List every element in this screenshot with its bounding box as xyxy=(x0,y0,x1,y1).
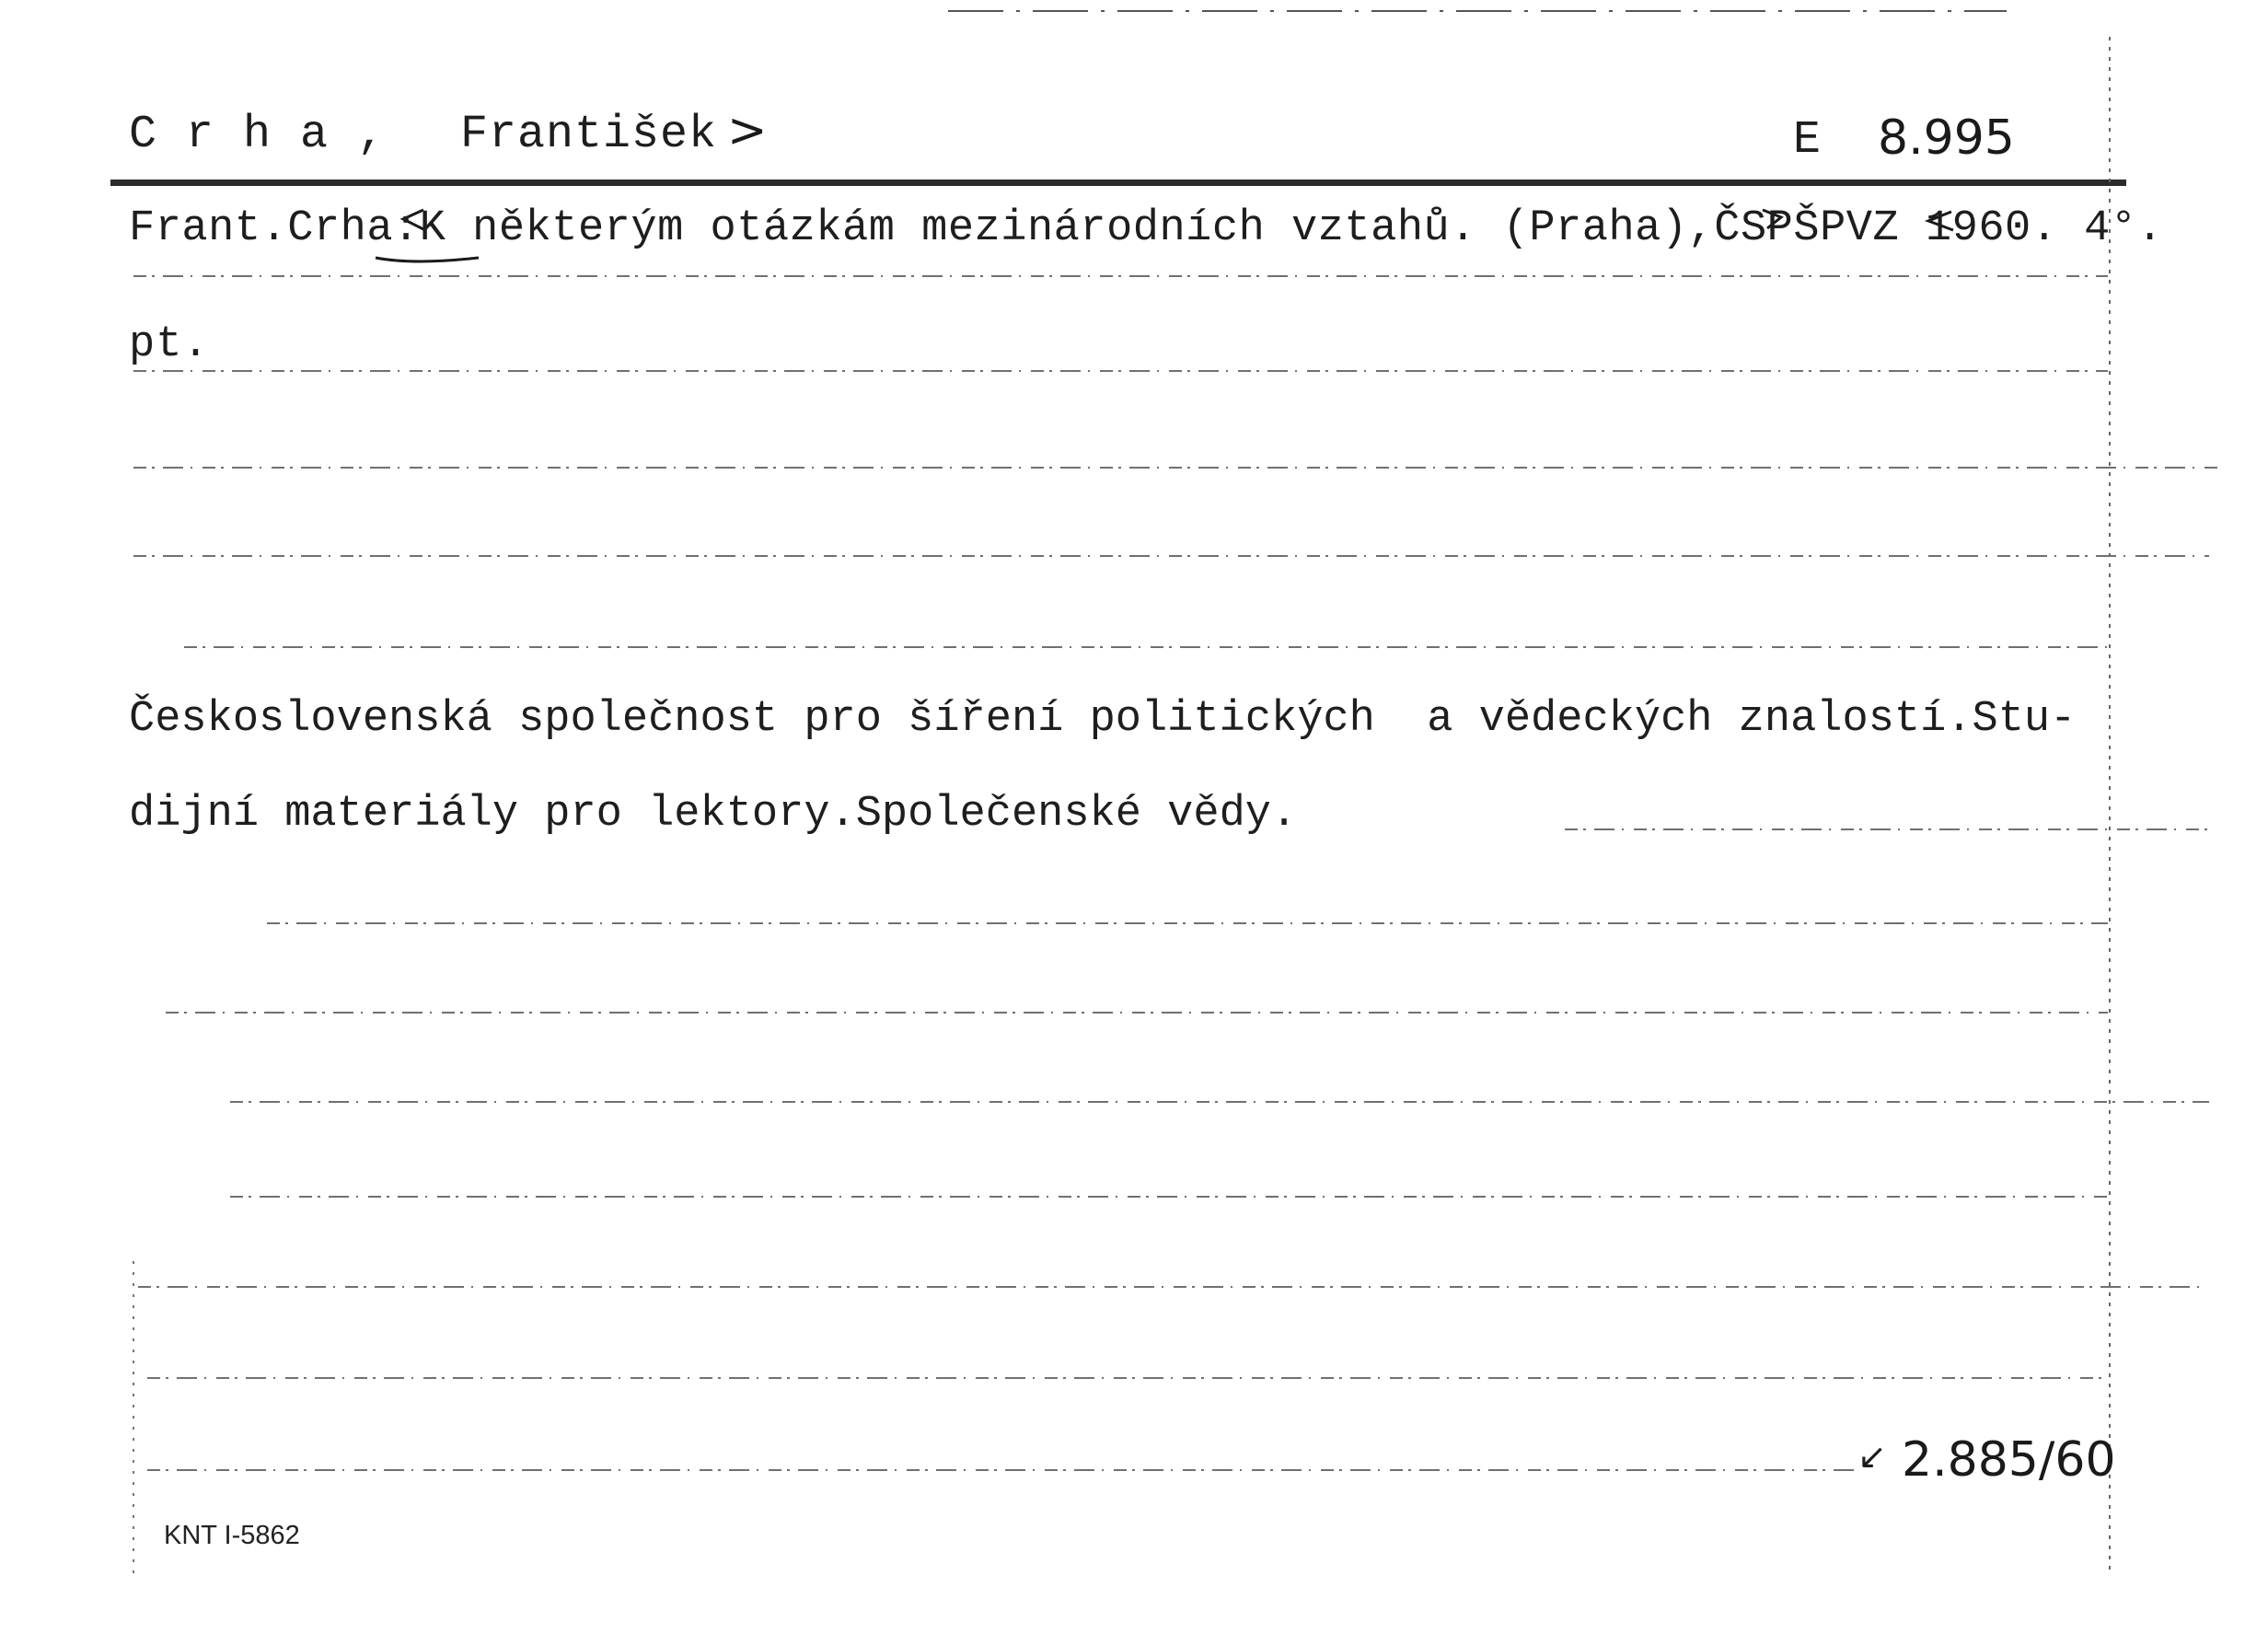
author-mark: > xyxy=(727,103,768,158)
heading-rule xyxy=(110,180,2126,186)
shelf-prefix: E xyxy=(1793,114,1822,167)
author-surname: C r h a , xyxy=(129,109,387,161)
series-line-1: Československá společnost pro šíření politických a vědeckých znalostí.Stu- xyxy=(129,695,2077,744)
underline-mark xyxy=(376,258,479,261)
entry-line-1: Frant.Crha:K některým otázkám mezinárodních vztahů. (Praha),ČSPŠPVZ 1960. 4°. xyxy=(129,204,2164,253)
accession-number: 2.885/60 xyxy=(1902,1432,2116,1488)
entry-line-2: pt. xyxy=(129,320,210,369)
form-code: KNT I-5862 xyxy=(164,1521,300,1550)
series-line-2: dijní materiály pro lektory.Společenské vědy. xyxy=(129,790,1298,839)
ruled-lines xyxy=(133,276,2218,1470)
shelf-number: 8.995 xyxy=(1878,110,2015,166)
author-given-name: František xyxy=(460,109,718,161)
accession-mark: ↙ xyxy=(1857,1436,1887,1477)
